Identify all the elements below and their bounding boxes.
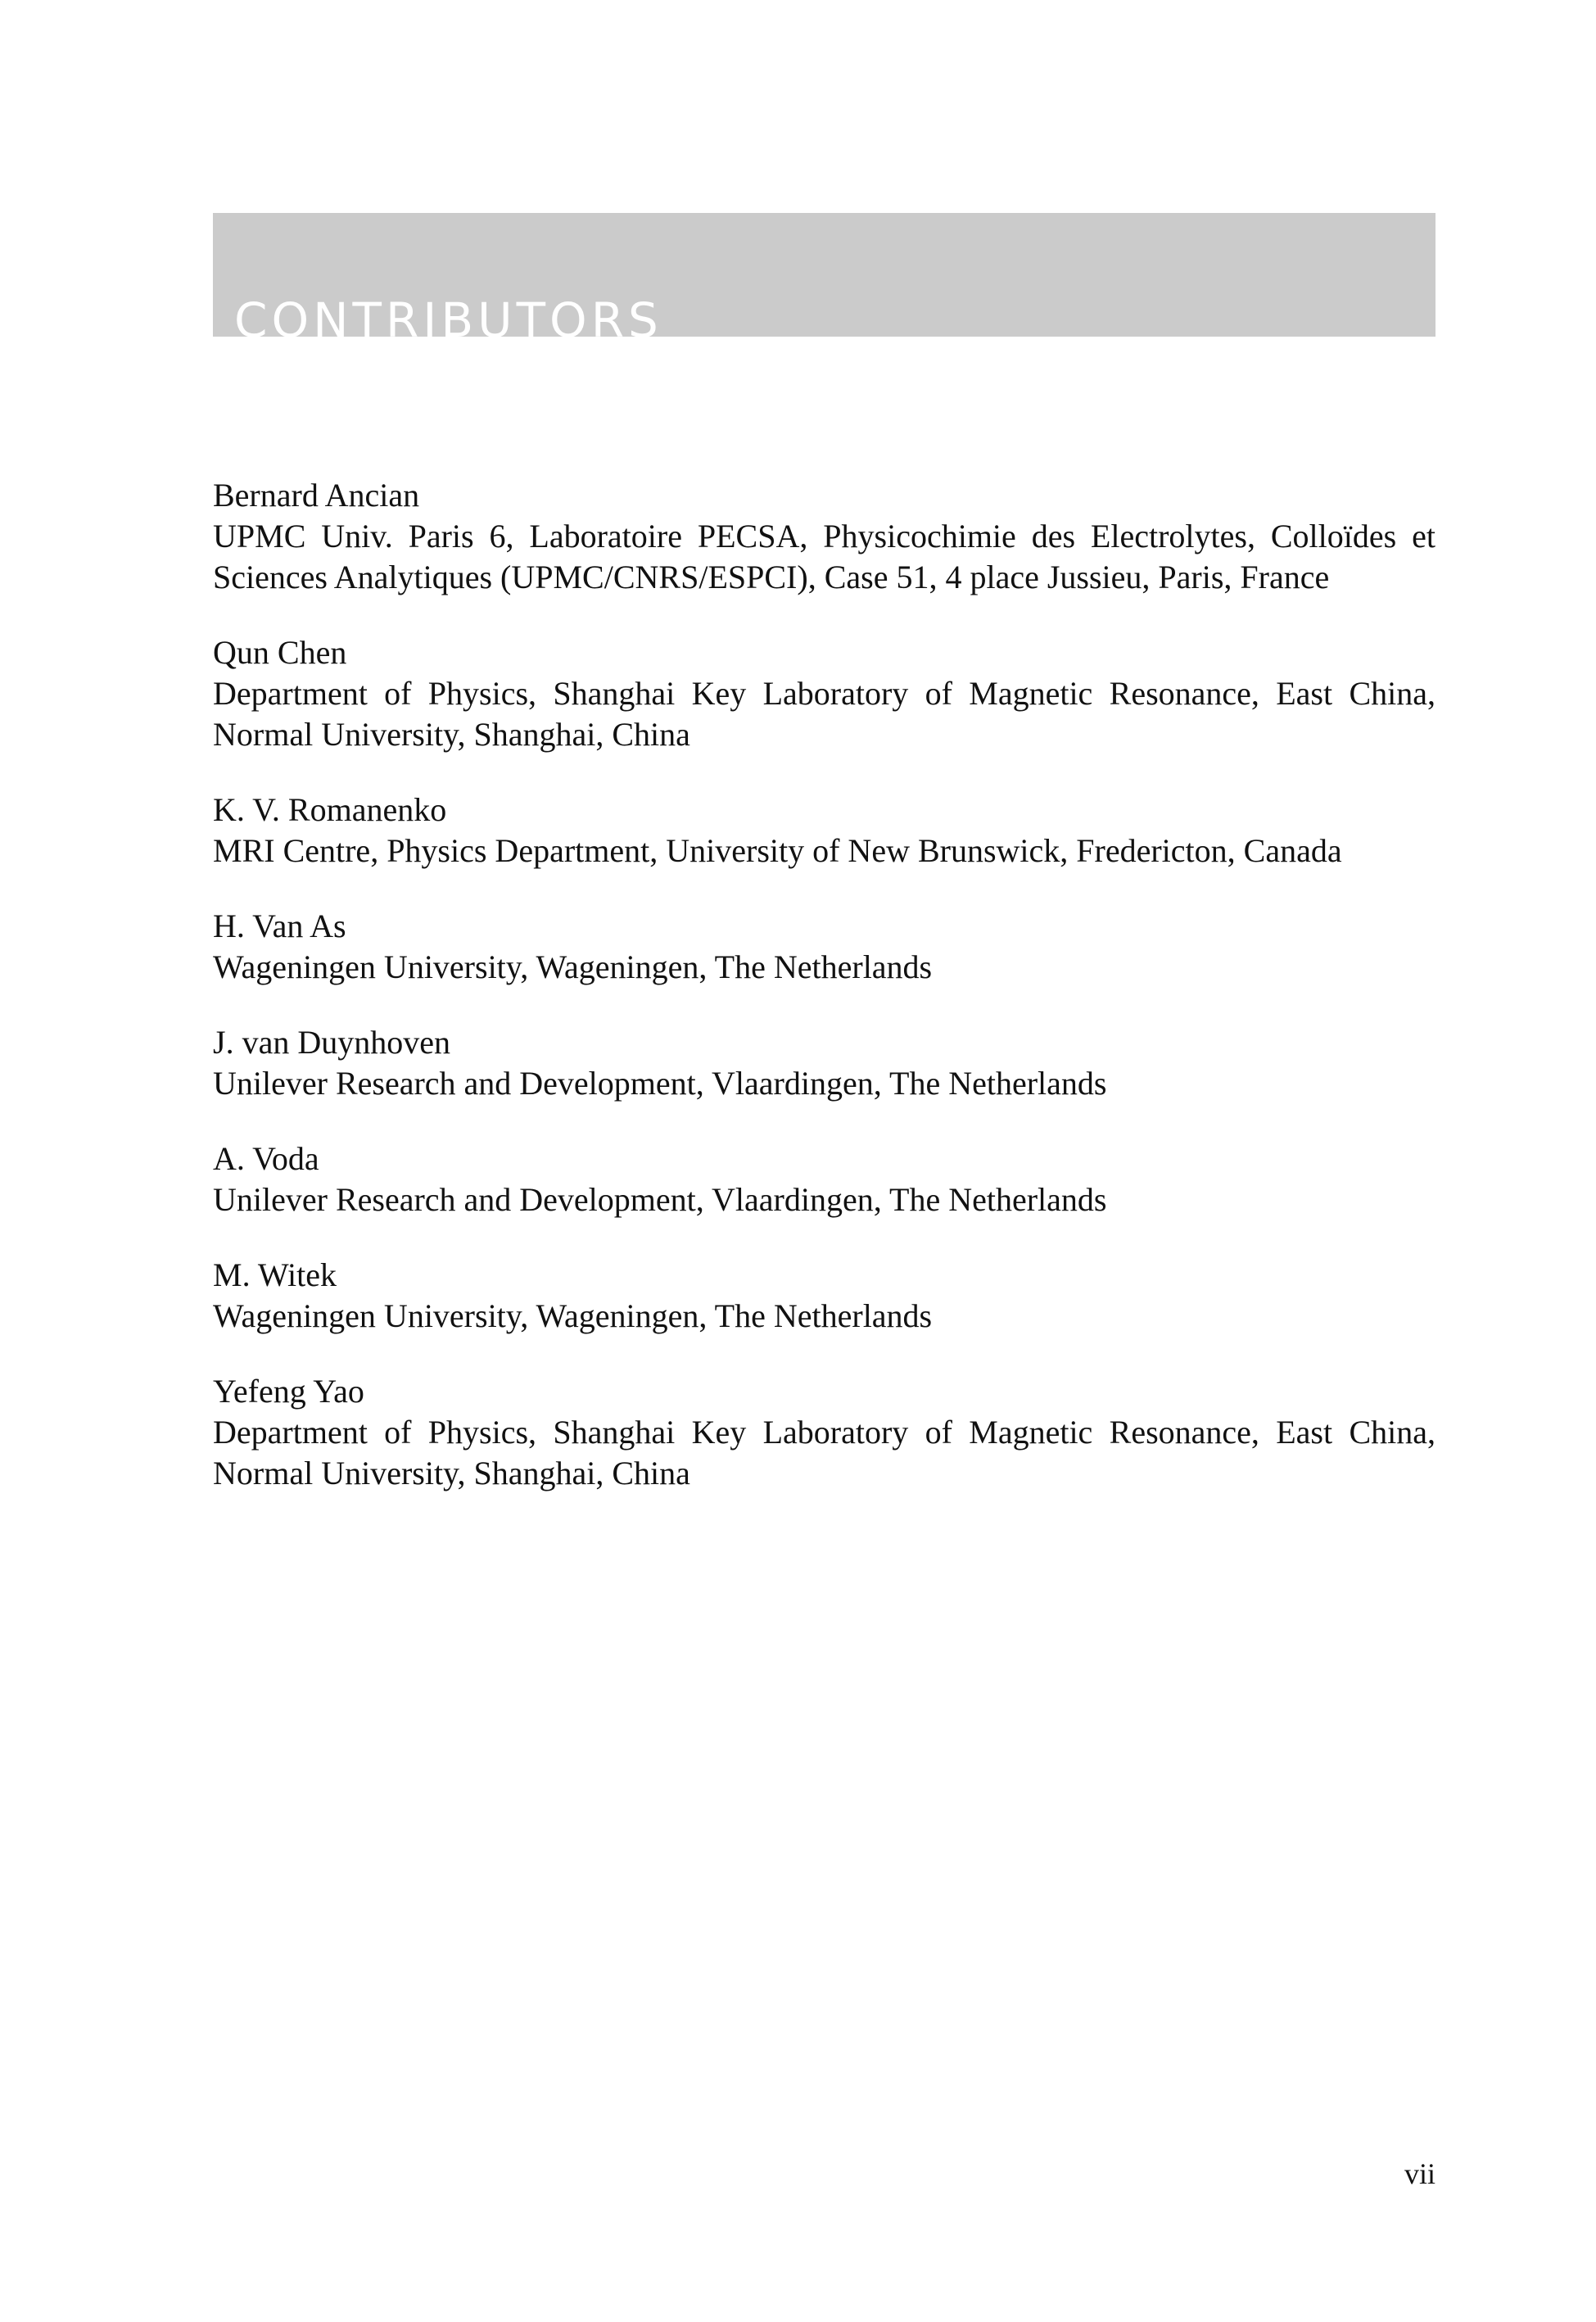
contributor-entry [213,1255,1435,1337]
contributor-name: A. Voda [213,1140,319,1177]
contributor-name: Bernard Ancian [213,477,420,514]
contributor-name: J. van Duynhoven [213,1024,450,1061]
contributor-entry [213,1138,1435,1220]
contributor-entry [213,1371,1435,1494]
contributor-name: M. Witek [213,1256,337,1293]
contributor-entry [213,475,1435,598]
contributor-entry [213,790,1435,871]
contributor-affiliation: Wageningen University, Wageningen, The Netherlands [213,948,933,985]
contributor-entry [213,1022,1435,1104]
contributor-name: K. V. Romanenko [213,791,447,828]
contributor-affiliation: Unilever Research and Development, Vlaardingen, The Netherlands [213,1181,1107,1218]
contributor-affiliation: Department of Physics, Shanghai Key Laboratory of Magnetic Resonance, East China, Normal University, Shanghai, China [213,1414,1435,1491]
contributor-name: Qun Chen [213,634,347,671]
section-header-bar [213,213,1435,337]
contributor-entry [213,906,1435,988]
contributors-list [213,475,1435,1528]
contributor-name: Yefeng Yao [213,1373,364,1410]
contributor-entry [213,632,1435,755]
contributor-affiliation: MRI Centre, Physics Department, University of New Brunswick, Fredericton, Canada [213,832,1342,869]
contributor-affiliation: Unilever Research and Development, Vlaardingen, The Netherlands [213,1065,1107,1102]
contributor-affiliation: Department of Physics, Shanghai Key Laboratory of Magnetic Resonance, East China, Normal University, Shanghai, China [213,675,1435,753]
page-number: vii [1404,2157,1435,2190]
contributor-affiliation: UPMC Univ. Paris 6, Laboratoire PECSA, Physicochimie des Electrolytes, Colloïdes et Sciences Analytiques (UPMC/CNRS/ESPCI), Case 51, 4 place Jussieu, Paris, France [213,518,1435,595]
contributor-name: H. Van As [213,908,346,944]
contributor-affiliation: Wageningen University, Wageningen, The Netherlands [213,1297,933,1334]
page-title: CONTRIBUTORS [234,292,662,337]
